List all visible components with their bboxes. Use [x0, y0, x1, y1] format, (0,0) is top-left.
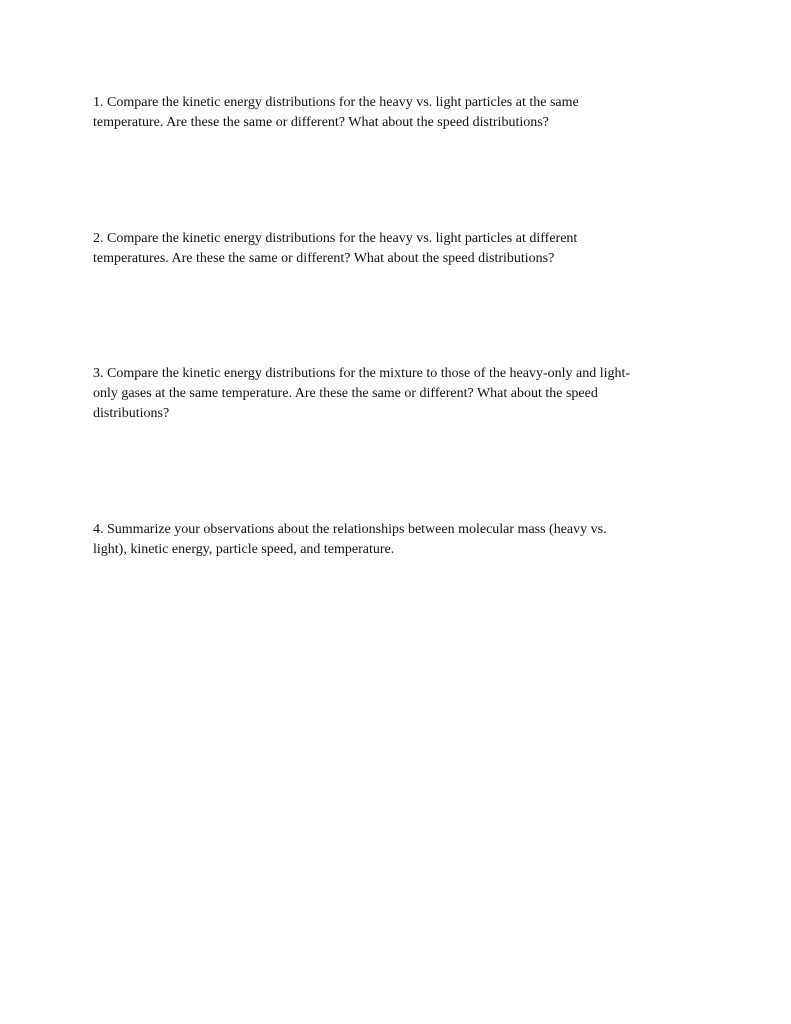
- question-2: 2. Compare the kinetic energy distributions for the heavy vs. light particles at different temperatures. Are these the same or different? What about the speed distributions?: [93, 231, 578, 266]
- question-3: 3. Compare the kinetic energy distributions for the mixture to those of the heavy-only and light- only gases at the same temperature. Are these the same or different? What about the speed distributions?: [93, 366, 631, 421]
- question-1: 1. Compare the kinetic energy distributions for the heavy vs. light particles at the same temperature. Are these the same or different? What about the speed distributions?: [93, 95, 579, 130]
- question-4: 4. Summarize your observations about the relationships between molecular mass (heavy vs. light), kinetic energy, particle speed, and temperature.: [93, 522, 607, 557]
